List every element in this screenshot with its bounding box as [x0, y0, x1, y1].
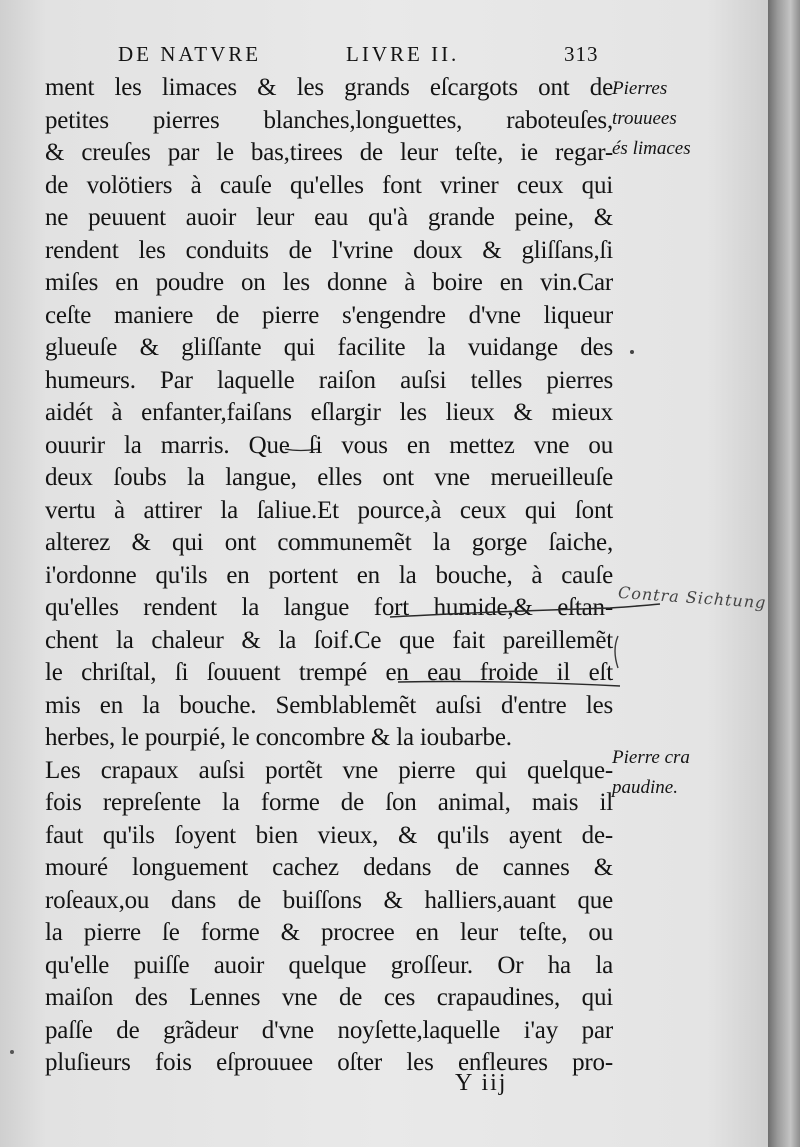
text-line: humeurs. Par laquelle raiſon auſsi telles pierres — [45, 366, 613, 394]
text-line: vertu à attirer la ſaliue.Et pource,à ceux qui ſont — [45, 496, 613, 524]
text-line: aidét à enfanter,faiſans eſlargir les lieux & mieux — [45, 399, 613, 426]
text-line: alterez & qui ont communemẽt la gorge ſaiche, — [45, 529, 613, 556]
text-line: Les crapaux auſsi portẽt vne pierre qui quelque- — [45, 756, 613, 784]
text-line: deux ſoubs la langue, elles ont vne merueilleuſe — [45, 464, 613, 491]
text-line: mouré longuement cachez dedans de cannes & — [45, 854, 613, 881]
text-line: rendent les conduits de l'vrine doux & gliſſans,ſi — [45, 236, 613, 264]
margin-note-line: paudine. — [612, 777, 678, 798]
text-line: ment les limaces & les grands eſcargots ont de — [45, 74, 613, 101]
text-line: maiſon des Lennes vne de ces crapaudines, qui — [45, 984, 613, 1011]
text-line: de volötiers à cauſe qu'elles font vriner ceux qui — [45, 171, 613, 199]
margin-note-pierres — [612, 74, 762, 164]
text-line: petites pierres blanches,longuettes, raboteuſes, — [45, 106, 613, 134]
text-line: chent la chaleur & la ſoif.Ce que fait pareillemẽt — [45, 626, 613, 654]
handwritten-annotation: Contra Sichtung — [617, 582, 767, 613]
text-line: fois repreſente la forme de ſon animal, mais il — [45, 789, 613, 816]
text-line: & creuſes par le bas,tirees de leur teſte, ie regar- — [45, 139, 613, 166]
running-head-left: DE NATVRE — [118, 42, 262, 66]
text-line: roſeaux,ou dans de buiſſons & halliers,auant que — [45, 886, 613, 914]
margin-note-line: Pierres — [612, 78, 668, 99]
text-line: mis en la bouche. Semblablemẽt auſsi d'entre les — [45, 691, 613, 719]
text-line: ne peuuent auoir leur eau qu'à grande peine, & — [45, 204, 613, 231]
text-line: i'ordonne qu'ils en portent en la bouche, à cauſe — [45, 561, 613, 589]
text-line: la pierre ſe forme & procree en leur teſte, ou — [45, 919, 613, 946]
text-line: qu'elles rendent la langue fort humide,& eſtan- — [45, 594, 613, 621]
text-line: miſes en poudre on les donne à boire en vin.Car — [45, 269, 613, 296]
text-line: glueuſe & gliſſante qui facilite la vuidange des — [45, 334, 613, 361]
running-head — [118, 42, 608, 72]
running-head-center: LIVRE II. — [346, 42, 460, 66]
margin-note-line: Pierre cra — [612, 747, 690, 768]
text-line: herbes, le pourpié, le concombre & la ioubarbe. — [45, 724, 512, 751]
text-line: le chriſtal, ſi ſouuent trempé en eau froide il eſt — [45, 659, 613, 686]
text-line: ceſte maniere de pierre s'engendre d'vne liqueur — [45, 301, 613, 329]
text-line: qu'elle puiſſe auoir quelque groſſeur. Or ha la — [45, 951, 613, 979]
text-line: pluſieurs fois eſprouuee oſter les enfleures pro- — [45, 1049, 613, 1076]
text-line: faut qu'ils ſoyent bien vieux, & qu'ils ayent de- — [45, 821, 613, 849]
margin-note-crapaudine — [612, 743, 762, 803]
margin-note-line: és limaces — [612, 138, 691, 159]
text-line: ouurir la marris. Que ſi vous en mettez vne ou — [45, 431, 613, 459]
body-text — [45, 72, 613, 1080]
page-number: 313 — [564, 42, 599, 66]
text-line: paſſe de grãdeur d'vne noyſette,laquelle i'ay par — [45, 1016, 613, 1044]
margin-note-line: trouuees — [612, 108, 677, 129]
signature-mark: Y iij — [455, 1070, 508, 1096]
book-spine-edge — [768, 0, 800, 1147]
